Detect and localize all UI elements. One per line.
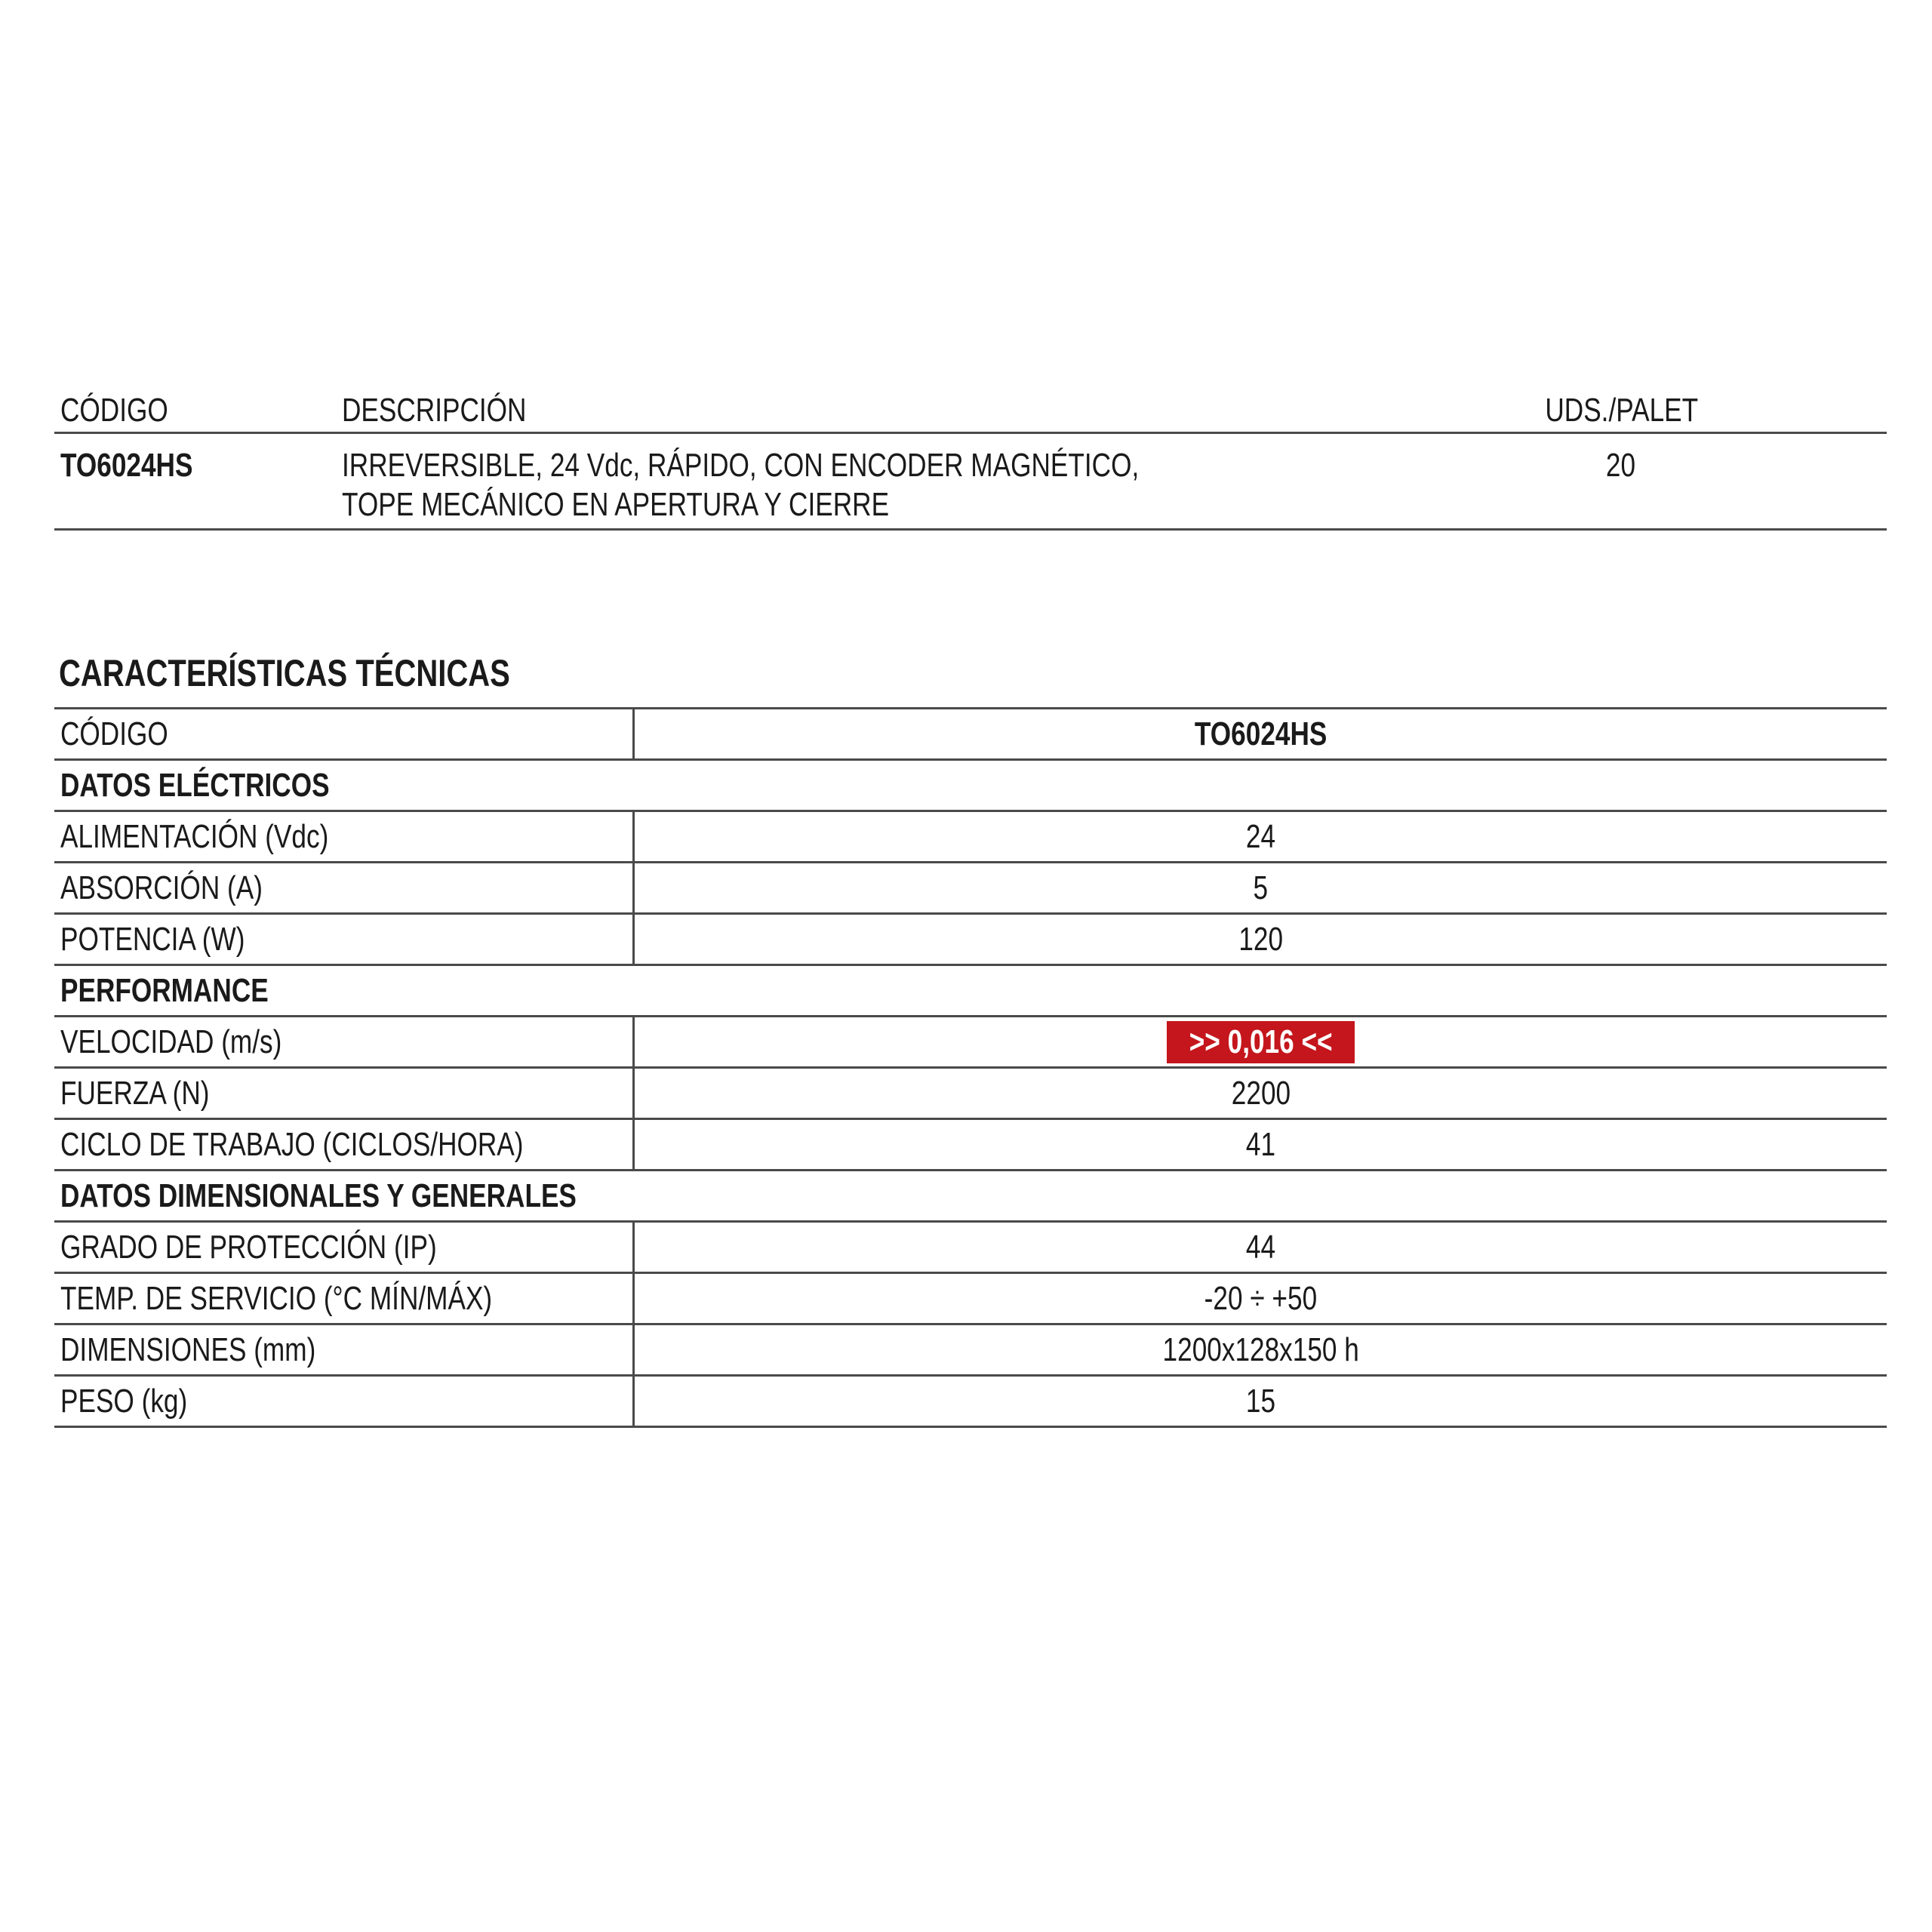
product-description-line2: TOPE MECÁNICO EN APERTURA Y CIERRE bbox=[342, 486, 890, 523]
row-value bbox=[635, 1017, 1887, 1066]
product-table-header bbox=[54, 389, 1887, 434]
tech-row-weight bbox=[54, 1377, 1887, 1428]
tech-row-absorption bbox=[54, 863, 1887, 915]
tech-row-speed bbox=[54, 1017, 1887, 1069]
section-label: DATOS DIMENSIONALES Y GENERALES bbox=[60, 1177, 577, 1214]
row-value: 15 bbox=[1245, 1383, 1276, 1420]
header-code: CÓDIGO bbox=[60, 392, 168, 429]
product-row bbox=[54, 435, 1887, 531]
row-label: ABSORCIÓN (A) bbox=[60, 869, 263, 906]
row-label: FUERZA (N) bbox=[60, 1075, 210, 1112]
row-label: DIMENSIONES (mm) bbox=[60, 1331, 316, 1368]
tech-title: CARACTERÍSTICAS TÉCNICAS bbox=[59, 652, 510, 694]
row-value: 44 bbox=[1245, 1229, 1276, 1266]
product-units: 20 bbox=[1605, 447, 1635, 484]
tech-row-force bbox=[54, 1069, 1887, 1120]
row-value: 120 bbox=[1238, 921, 1283, 958]
tech-row-dimensions bbox=[54, 1325, 1887, 1377]
tech-row-protection bbox=[54, 1223, 1887, 1274]
section-label: PERFORMANCE bbox=[60, 972, 269, 1009]
section-dimensional bbox=[54, 1171, 1887, 1223]
row-value: 24 bbox=[1245, 818, 1276, 855]
row-label: PESO (kg) bbox=[60, 1383, 188, 1420]
tech-row-temperature bbox=[54, 1274, 1887, 1325]
row-value: -20 ÷ +50 bbox=[1204, 1280, 1318, 1317]
section-electrical bbox=[54, 761, 1887, 812]
row-value: 2200 bbox=[1231, 1075, 1291, 1112]
tech-table bbox=[54, 707, 1887, 1428]
product-description-line1: IRREVERSIBLE, 24 Vdc, RÁPIDO, CON ENCODER MAGNÉTICO, bbox=[342, 447, 1140, 484]
section-performance bbox=[54, 966, 1887, 1017]
row-value: 1200x128x150 h bbox=[1162, 1331, 1359, 1368]
row-value: TO6024HS bbox=[1194, 715, 1327, 752]
section-label: DATOS ELÉCTRICOS bbox=[60, 767, 330, 804]
tech-row-duty-cycle bbox=[54, 1120, 1887, 1171]
header-description: DESCRIPCIÓN bbox=[342, 392, 527, 429]
row-value: 5 bbox=[1253, 869, 1269, 906]
row-label: ALIMENTACIÓN (Vdc) bbox=[60, 818, 329, 855]
product-code: TO6024HS bbox=[60, 447, 193, 484]
row-label: VELOCIDAD (m/s) bbox=[60, 1023, 282, 1060]
tech-row-power bbox=[54, 915, 1887, 966]
row-label: CICLO DE TRABAJO (CICLOS/HORA) bbox=[60, 1126, 524, 1163]
tech-row-supply bbox=[54, 812, 1887, 863]
row-label: GRADO DE PROTECCIÓN (IP) bbox=[60, 1229, 437, 1266]
row-label: CÓDIGO bbox=[60, 715, 168, 752]
tech-row-code bbox=[54, 709, 1887, 761]
header-units: UDS./PALET bbox=[1545, 392, 1699, 429]
row-label: POTENCIA (W) bbox=[60, 921, 245, 958]
row-value: 41 bbox=[1245, 1126, 1276, 1163]
speed-highlight-badge: >> 0,016 << bbox=[1167, 1021, 1355, 1063]
row-label: TEMP. DE SERVICIO (°C MÍN/MÁX) bbox=[60, 1280, 493, 1317]
